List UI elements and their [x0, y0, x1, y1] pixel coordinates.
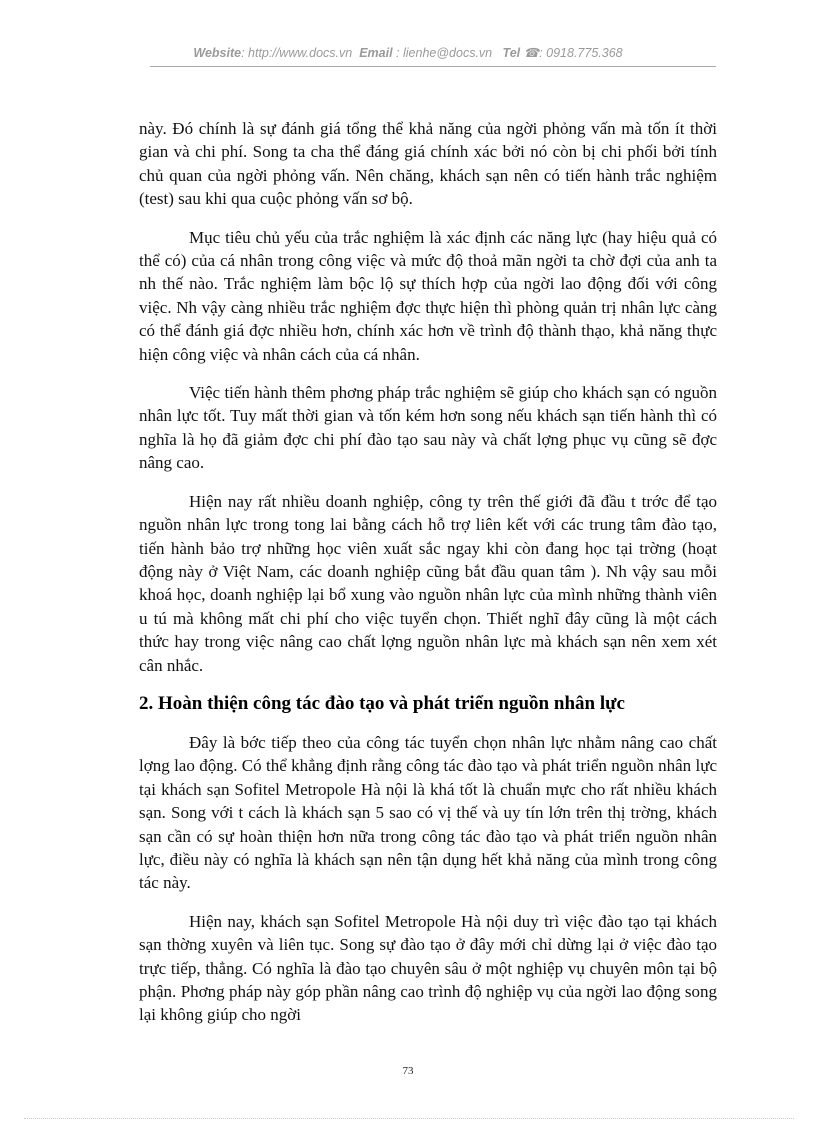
page-number: 73	[402, 1065, 414, 1077]
paragraph: Việc tiến hành thêm phơng pháp trắc nghiệm sẽ giúp cho khách sạn có nguồn nhân lực tốt. Tuy mất thời gian và tốn kém hơn song nếu khách sạn tiến hành thì có nghĩa là họ đã giảm đợc chi phí đào tạo sau này và chất lợng phục vụ cũng sẽ đợc nâng cao.	[139, 383, 717, 473]
footer-divider	[24, 1118, 794, 1119]
paragraph: Mục tiêu chủ yếu của trắc nghiệm là xác định các năng lực (hay hiệu quả có thể có) của cá nhân trong công việc và mức độ thoả mãn ngời ta chờ đợi của anh ta nh thế nào. Trắc nghiệm làm bộc lộ sự thích hợp của ngời lao động đối với công việc. Nh vậy càng nhiều trắc nghiệm đợc thực hiện thì phòng quản trị nhân lực càng có thể đánh giá đợc nhiều hơn, chính xác hơn về trình độ thành thạo, khả năng thực hiện công việc và nhân cách của cá nhân.	[139, 227, 717, 364]
page-header	[0, 45, 816, 60]
email-value: : lienhe@docs.vn	[396, 46, 493, 60]
tel-label: Tel	[502, 46, 521, 60]
paragraph: Hiện nay, khách sạn Sofitel Metropole Hà nội duy trì việc đào tạo tại khách sạn thờng xuyên và liên tục. Song sự đào tạo ở đây mới chỉ dừng lại ở việc đào tạo trực tiếp, thẳng. Có nghĩa là đào tạo chuyên sâu ở một nghiệp vụ chuyên môn tại bộ phận. Phơng pháp này góp phần nâng cao trình độ nghiệp vụ của ngời lao động song lại không giúp cho ngời	[139, 911, 717, 1025]
website-value: : http://www.docs.vn	[241, 46, 353, 60]
section-heading: 2. Hoàn thiện công tác đào tạo và phát triển nguồn nhân lực	[139, 692, 625, 714]
website-label: Website	[193, 46, 242, 60]
document-body	[139, 117, 717, 1042]
header-divider	[150, 66, 716, 67]
paragraph: Đây là bớc tiếp theo của công tác tuyển chọn nhân lực nhằm nâng cao chất lợng lao động. Có thể khẳng định rằng công tác đào tạo và phát triển nguồn nhân lực tại khách sạn Sofitel Metropole Hà nội là khá tốt là chuẩn mực cho rất nhiều khách sạn. Song với t cách là khách sạn 5 sao có vị thế và uy tín lớn trên thị trờng, khách sạn cần có sự hoàn thiện hơn nữa trong công tác đào tạo và phát triển nguồn nhân lực, điều này có nghĩa là khách sạn nên tận dụng hết khả năng của mình trong công tác này.	[139, 732, 717, 893]
email-label: Email	[359, 46, 393, 60]
tel-value: ☎: 0918.775.368	[523, 46, 623, 60]
paragraph: Hiện nay rất nhiều doanh nghiệp, công ty trên thế giới đã đầu t trớc để tạo nguồn nhân lực trong tong lai bằng cách hỗ trợ liên kết với các trung tâm đào tạo, tiến hành bảo trợ những học viên xuất sắc ngay khi còn đang học tại trờng (hoạt động này ở Việt Nam, các doanh nghiệp cũng bắt đầu quan tâm ). Nh vậy sau mỗi khoá học, doanh nghiệp lại bổ xung vào nguồn nhân lực của mình những thành viên u tú mà không mất chi phí cho việc tuyển chọn. Thiết nghĩ đây cũng là một cách thức hay trong việc nâng cao chất lợng nguồn nhân lực mà khách sạn nên xem xét cân nhắc.	[139, 491, 717, 675]
paragraph: này. Đó chính là sự đánh giá tổng thể khả năng của ngời phỏng vấn mà tốn ít thời gian và chi phí. Song ta cha thể đáng giá chính xác bởi nó còn bị chi phối bởi tính chủ quan của ngời phỏng vấn. Nên chăng, khách sạn nên có tiến hành trắc nghiệm (test) sau khi qua cuộc phỏng vấn sơ bộ.	[139, 119, 717, 209]
